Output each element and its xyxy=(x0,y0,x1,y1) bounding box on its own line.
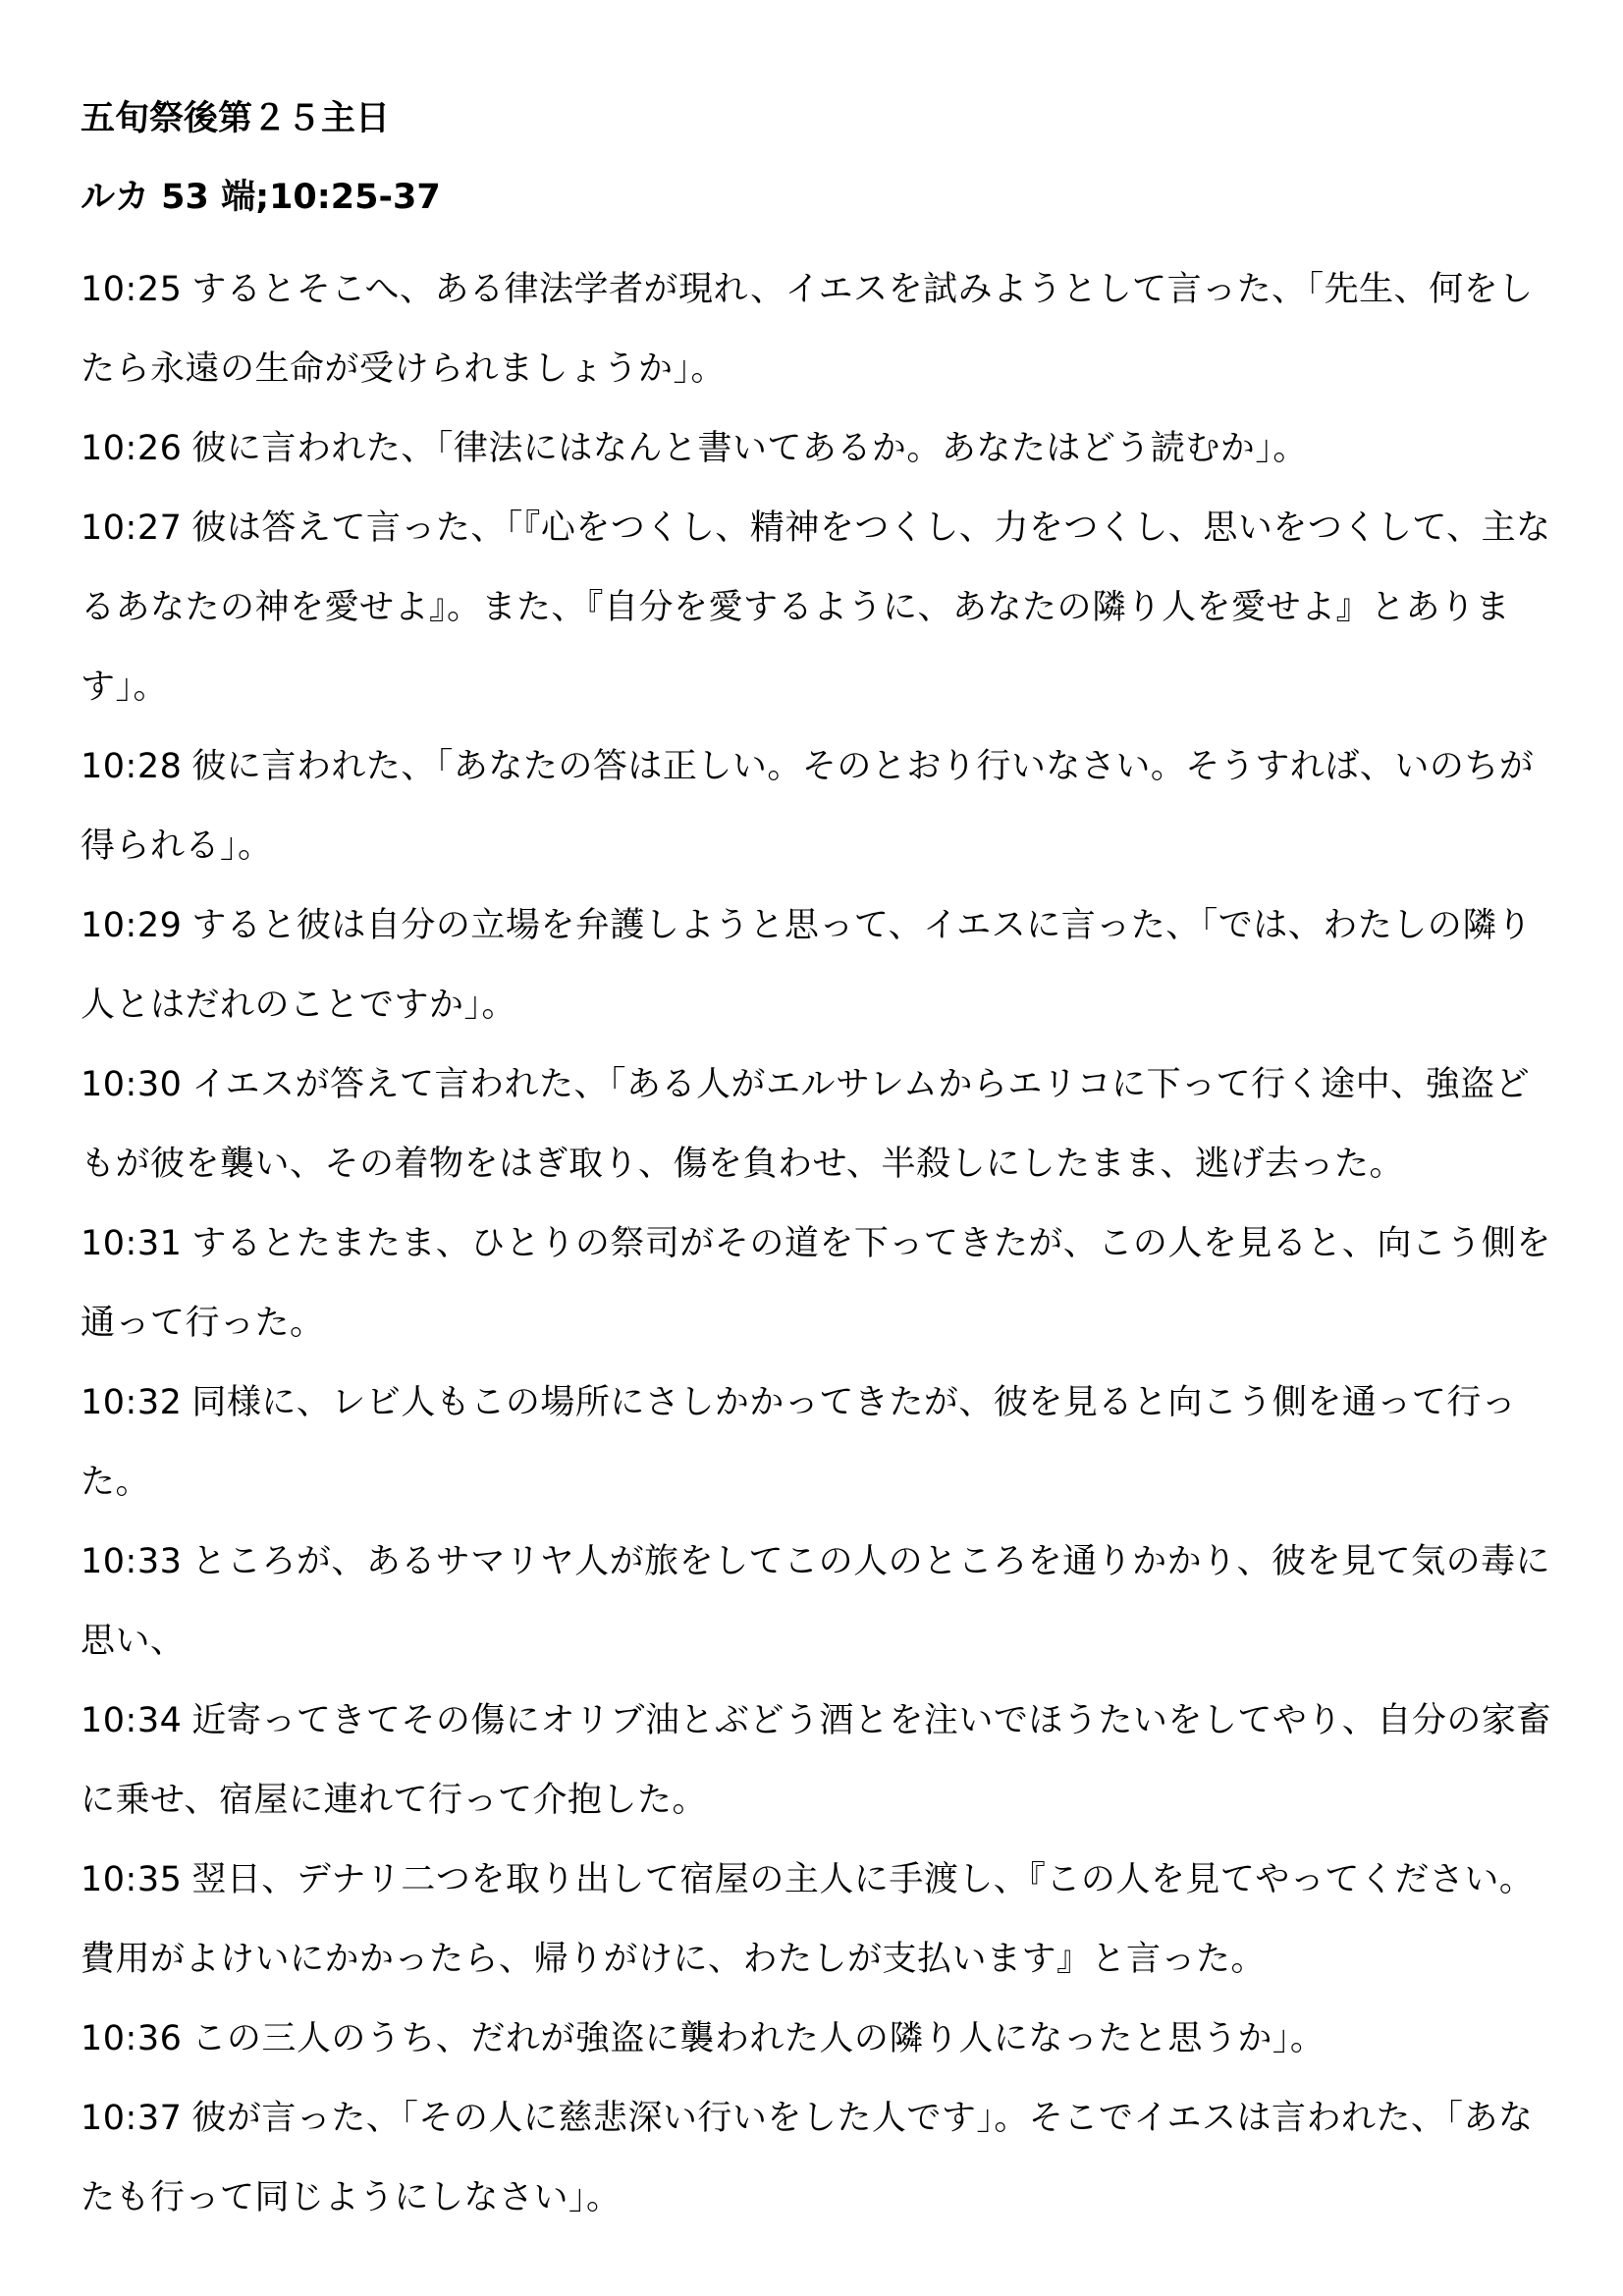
verse-10-34 xyxy=(81,1682,1553,1841)
verse-text: 翌日、デナリ二つを取り出して宿屋の主人に手渡し、『この人を見てやってください。費用がよけいにかかったら、帰りがけに、わたしが支払います』と言った。 xyxy=(81,1860,1535,1979)
verse-10-37 xyxy=(81,2079,1553,2238)
verse-number: 10:30 xyxy=(81,1065,183,1104)
document-title: 五旬祭後第２５主日 xyxy=(81,99,391,138)
verse-text: 彼に言われた、「あなたの答は正しい。そのとおり行いなさい。そうすれば、いのちが得られる」。 xyxy=(81,747,1535,866)
document-page xyxy=(81,93,1553,2238)
verse-10-29 xyxy=(81,886,1553,1045)
verse-number: 10:37 xyxy=(81,2099,183,2138)
verse-number: 10:27 xyxy=(81,508,183,548)
verse-number: 10:34 xyxy=(81,1701,183,1740)
verse-10-25 xyxy=(81,250,1553,409)
verse-number: 10:25 xyxy=(81,270,183,309)
verse-10-28 xyxy=(81,727,1553,886)
verse-10-31 xyxy=(81,1204,1553,1363)
verse-number: 10:36 xyxy=(81,2019,183,2058)
verse-number: 10:28 xyxy=(81,747,183,786)
verse-number: 10:33 xyxy=(81,1542,183,1581)
verse-10-33 xyxy=(81,1522,1553,1682)
verse-10-26 xyxy=(81,409,1553,489)
verse-text: この三人のうち、だれが強盗に襲われた人の隣り人になったと思うか」。 xyxy=(191,2019,1325,2058)
verse-10-32 xyxy=(81,1363,1553,1522)
verse-text: 彼に言われた、「律法にはなんと書いてあるか。あなたはどう読むか」。 xyxy=(191,429,1308,468)
verse-number: 10:26 xyxy=(81,429,183,468)
verse-10-30 xyxy=(81,1045,1553,1204)
verse-10-36 xyxy=(81,2000,1553,2079)
verse-text: するとたまたま、ひとりの祭司がその道を下ってきたが、この人を見ると、向こう側を通って行った。 xyxy=(81,1224,1551,1343)
verse-number: 10:29 xyxy=(81,906,183,945)
verse-number: 10:32 xyxy=(81,1383,183,1422)
verse-text: ところが、あるサマリヤ人が旅をしてこの人のところを通りかかり、彼を見て気の毒に思い、 xyxy=(81,1542,1551,1661)
verse-text: するとそこへ、ある律法学者が現れ、イエスを試みようとして言った、「先生、何をしたら永遠の生命が受けられましょうか」。 xyxy=(81,270,1534,389)
verse-text: 同様に、レビ人もこの場所にさしかかってきたが、彼を見ると向こう側を通って行った。 xyxy=(81,1383,1517,1502)
verse-text: すると彼は自分の立場を弁護しようと思って、イエスに言った、「では、わたしの隣り人とはだれのことですか」。 xyxy=(81,906,1533,1025)
verse-10-35 xyxy=(81,1841,1553,2000)
verse-text: 彼は答えて言った、「『心をつくし、精神をつくし、力をつくし、思いをつくして、主なるあなたの神を愛せよ』。また、『自分を愛するように、あなたの隣り人を愛せよ』とあります」。 xyxy=(81,508,1551,707)
verse-number: 10:35 xyxy=(81,1860,183,1899)
verse-text: 彼が言った、「その人に慈悲深い行いをした人です」。そこでイエスは言われた、「あなたも行って同じようにしなさい」。 xyxy=(81,2099,1534,2217)
verse-number: 10:31 xyxy=(81,1224,183,1263)
verse-10-27 xyxy=(81,489,1553,727)
verse-text: 近寄ってきてその傷にオリブ油とぶどう酒とを注いでほうたいをしてやり、自分の家畜に乗せ、宿屋に連れて行って介抱した。 xyxy=(81,1701,1551,1820)
verse-text: イエスが答えて言われた、「ある人がエルサレムからエリコに下って行く途中、強盗どもが彼を襲い、その着物をはぎ取り、傷を負わせ、半殺しにしたまま、逃げ去った。 xyxy=(81,1065,1531,1184)
scripture-reference: ルカ 53 端;10:25-37 xyxy=(81,178,441,217)
